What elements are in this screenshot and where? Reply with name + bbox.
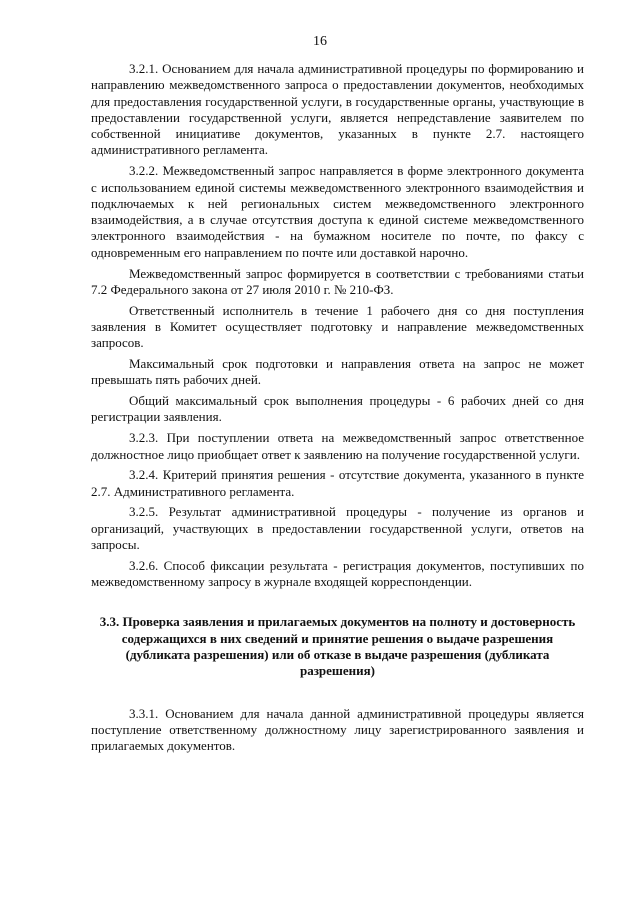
paragraph-3-2-1: 3.2.1. Основанием для начала административной процедуры по формированию и направлению межведомственного запроса о предоставлении документов, необходимых для предоставления государственной услуги, в государственные органы, участвующие в предоставлении государственной услуги, является непредставление заявителем по собственной инициативе документов, указанных в пункте 2.7. настоящего административного регламента.: [91, 61, 584, 158]
paragraph-3-3-1: 3.3.1. Основанием для начала данной административной процедуры является поступление ответственному должностному лицу зарегистрированного заявления и прилагаемых документов.: [91, 705, 584, 754]
paragraph-max-response-term: Максимальный срок подготовки и направления ответа на запрос не может превышать пять рабочих дней.: [91, 356, 584, 388]
paragraph-request-requirements: Межведомственный запрос формируется в соответствии с требованиями статьи 7.2 Федерального закона от 27 июля 2010 г. № 210-ФЗ.: [91, 265, 584, 297]
paragraph-3-2-6: 3.2.6. Способ фиксации результата - регистрация документов, поступивших по межведомственному запросу в журнале входящей корреспонденции.: [91, 557, 584, 590]
paragraph-responsible-executor: Ответственный исполнитель в течение 1 рабочего дня со дня поступления заявления в Комитет осуществляет подготовку и направление межведомственных запросов.: [91, 302, 584, 351]
paragraph-3-2-5: 3.2.5. Результат административной процедуры - получение из органов и организаций, участвующих в предоставлении государственной услуги, ответов на запросы.: [91, 504, 584, 553]
paragraph-total-term: Общий максимальный срок выполнения процедуры - 6 рабочих дней со дня регистрации заявления.: [91, 393, 584, 425]
page-number: 16: [313, 34, 327, 49]
paragraph-3-2-2: 3.2.2. Межведомственный запрос направляется в форме электронного документа с использованием единой системы межведомственного электронного взаимодействия и подключаемых к ней региональных систем межведомственного электронного взаимодействия, а в случае отсутствия доступа к единой системе межведомственного электронного взаимодействия - на бумажном носителе по почте, по факсу с одновременным его направлением по почте или доставкой нарочно.: [91, 163, 584, 260]
paragraph-3-2-3: 3.2.3. При поступлении ответа на межведомственный запрос ответственное должностное лицо приобщает ответ к заявлению на получение государственной услуги.: [91, 430, 584, 462]
section-heading-3-3: 3.3. Проверка заявления и прилагаемых документов на полноту и достоверность содержащихся в них сведений и принятие решения о выдаче разрешения (дубликата разрешения) или об отказе в выдаче разрешения (дубликата разрешения): [99, 614, 576, 679]
paragraph-3-2-4: 3.2.4. Критерий принятия решения - отсутствие документа, указанного в пункте 2.7. Административного регламента.: [91, 467, 584, 499]
document-body: [91, 61, 584, 759]
